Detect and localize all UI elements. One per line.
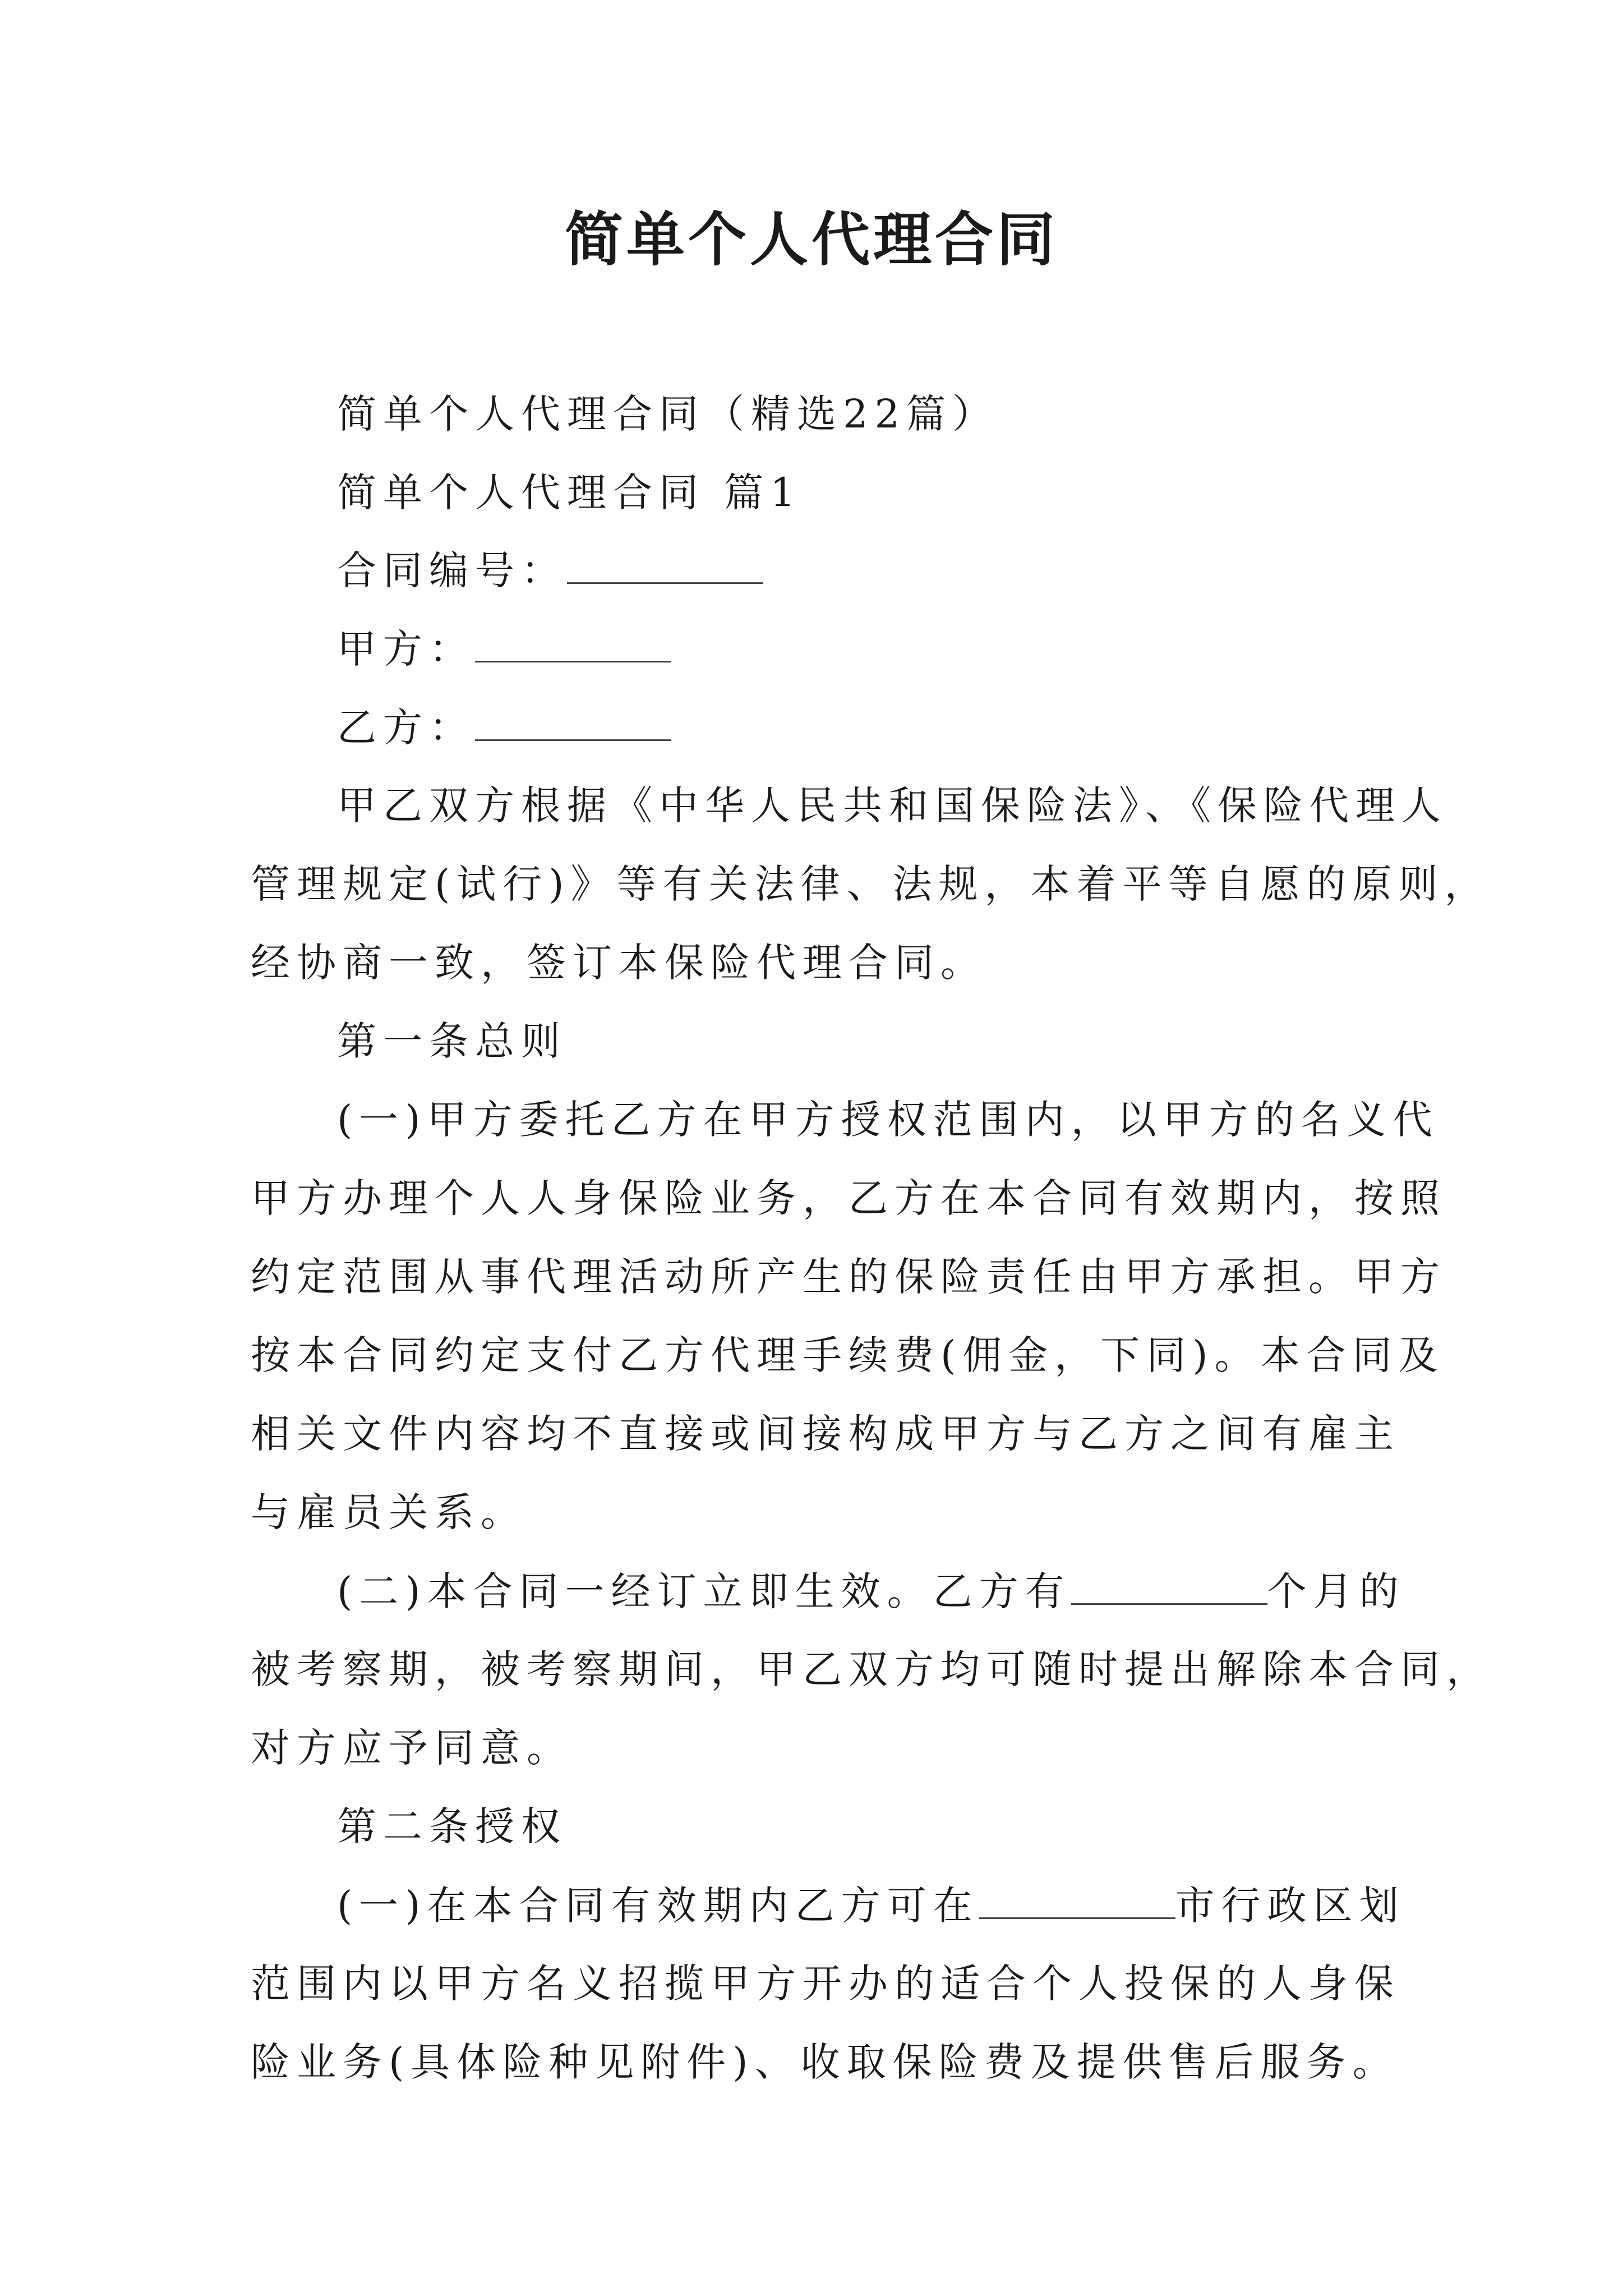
article-1-para-2-line-1 [337, 1564, 1405, 1618]
party-a-blank [475, 622, 671, 662]
article-1-para-2-line-3: 对方应予同意。 [251, 1725, 573, 1771]
probation-months-blank [1071, 1564, 1267, 1605]
intro-line-2: 管理规定(试行)》等有关法律、法规，本着平等自愿的原则， [251, 861, 1491, 907]
party-b-row [337, 700, 1388, 754]
article-2-para-1-line-2: 范围内以甲方名义招揽甲方开办的适合个人投保的人身保 [251, 1961, 1400, 2007]
party-b-blank [475, 700, 671, 741]
region-text-before: (一)在本合同有效期内乙方可在 [337, 1883, 979, 1929]
article-1-para-1-line-4: 按本合同约定支付乙方代理手续费(佣金，下同)。本合同及 [251, 1332, 1445, 1378]
article-1-para-2-line-2: 被考察期，被考察期间，甲乙双方均可随时提出解除本合同， [251, 1646, 1492, 1692]
party-b-label: 乙方： [337, 705, 475, 751]
article-2-para-1-line-3: 险业务(具体险种见附件)、收取保险费及提供售后服务。 [251, 2039, 1399, 2085]
intro-line-3: 经协商一致，签订本保险代理合同。 [251, 940, 986, 986]
article-1-para-1-line-5: 相关文件内容均不直接或间接构成甲方与乙方之间有雇主 [251, 1411, 1400, 1457]
article-1-para-1-line-1: (一)甲方委托乙方在甲方授权范围内，以甲方的名义代 [337, 1097, 1439, 1143]
article-2-para-1-line-1 [337, 1878, 1405, 1932]
intro-line-1: 甲乙双方根据《中华人民共和国保险法》、《保险代理人 [337, 783, 1447, 829]
party-a-label: 甲方： [337, 626, 475, 672]
subtitle: 简单个人代理合同（精选22篇） [337, 391, 999, 437]
probation-text-before: (二)本合同一经订立即生效。乙方有 [337, 1568, 1071, 1614]
contract-number-row [337, 543, 1388, 597]
contract-number-blank [567, 543, 763, 584]
city-blank [979, 1878, 1175, 1919]
article-1-heading: 第一条总则 [337, 1018, 567, 1064]
party-a-row [337, 622, 1388, 676]
contract-number-label: 合同编号： [337, 547, 567, 593]
probation-text-after: 个月的 [1267, 1568, 1405, 1614]
article-2-heading: 第二条授权 [337, 1803, 567, 1849]
article-1-para-1-line-3: 约定范围从事代理活动所产生的保险责任由甲方承担。甲方 [251, 1254, 1446, 1300]
document-title: 简单个人代理合同 [564, 205, 1058, 274]
article-1-para-1-line-2: 甲方办理个人人身保险业务，乙方在本合同有效期内，按照 [251, 1175, 1446, 1221]
chapter-heading: 简单个人代理合同 篇1 [337, 470, 802, 516]
region-text-after: 市行政区划 [1175, 1883, 1405, 1929]
article-1-para-1-line-6: 与雇员关系。 [251, 1489, 527, 1535]
